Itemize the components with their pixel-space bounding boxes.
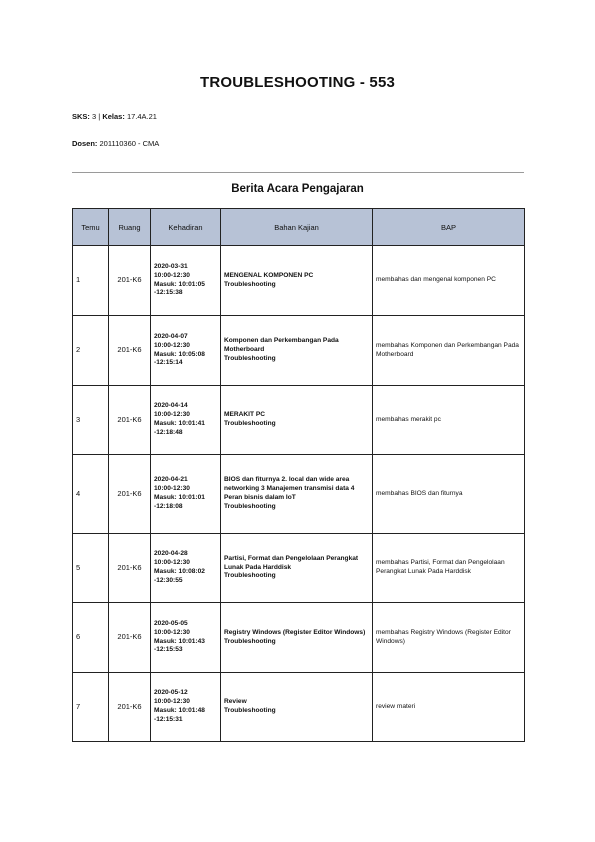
table-row [73,455,525,534]
kehadiran-line: Masuk: 10:01:05 [154,280,205,288]
cell-bap: membahas dan mengenal komponen PC [373,246,525,316]
divider [72,172,524,173]
kehadiran-line: -12:15:38 [154,289,183,297]
cell-ruang: 201-K6 [109,246,151,316]
cell-bap: membahas Registry Windows (Register Editor Windows) [373,603,525,673]
table-body [73,246,525,742]
cell-temu: 1 [73,246,109,316]
cell-temu: 2 [73,316,109,386]
dosen-value: 201110360 - CMA [99,139,160,148]
cell-ruang: 201-K6 [109,386,151,455]
kehadiran-line: Masuk: 10:01:01 [154,494,205,501]
cell-kehadiran [151,603,221,673]
col-header-bahan-kajian: Bahan Kajian [221,209,373,246]
bahan-line: Troubleshooting [224,420,276,427]
cell-kehadiran [151,316,221,386]
table-header-row [73,209,525,246]
cell-bahan-kajian [221,603,373,673]
kehadiran-line: 2020-04-07 [154,332,188,340]
sks-label: SKS: [72,112,90,121]
kehadiran-line: Masuk: 10:08:02 [154,568,205,575]
sks-kelas-line [72,112,157,121]
section-title: Berita Acara Pengajaran [231,183,364,195]
cell-temu: 3 [73,386,109,455]
bahan-line: Troubleshooting [224,502,276,510]
cell-temu: 6 [73,603,109,673]
bahan-line: Komponen dan Perkembangan Pada Motherboard [224,337,339,354]
col-header-kehadiran: Kehadiran [151,209,221,246]
cell-bahan-kajian [221,246,373,316]
cell-bahan-kajian [221,673,373,742]
cell-ruang: 201-K6 [109,673,151,742]
kehadiran-line: 2020-04-28 [154,550,188,558]
kehadiran-line: -12:15:14 [154,359,183,367]
cell-temu: 5 [73,534,109,603]
kehadiran-line: 10:00-12:30 [154,411,190,419]
bahan-line: Troubleshooting [224,354,276,362]
kehadiran-line: -12:18:48 [154,428,183,436]
sks-value: 3 [92,112,97,121]
course-title: TROUBLESHOOTING - 553 [199,74,396,91]
kehadiran-line: Masuk: 10:01:43 [154,637,205,645]
table-row [73,673,525,742]
table-row [73,534,525,603]
col-header-ruang: Ruang [109,209,151,246]
bap-table [72,208,525,742]
cell-ruang: 201-K6 [109,316,151,386]
cell-temu: 4 [73,455,109,534]
bahan-line: MERAKIT PC [224,411,266,419]
cell-bap: membahas Komponen dan Perkembangan Pada Motherboard [373,316,525,386]
cell-bahan-kajian [221,386,373,455]
bahan-line: Troubleshooting [224,637,276,645]
col-header-temu: Temu [73,209,109,246]
dosen-line [72,139,159,148]
cell-bahan-kajian [221,316,373,386]
bahan-line: BIOS dan fiturnya 2. local dan wide area networking 3 Manajemen transmisi data 4 Peran bisnis dalam IoT [224,476,355,501]
kehadiran-line: -12:30:55 [154,576,183,584]
dosen-label: Dosen: [72,139,98,148]
cell-kehadiran [151,386,221,455]
meta-separator: | [98,112,101,121]
cell-kehadiran [151,455,221,534]
bahan-line: Review [224,698,247,706]
cell-kehadiran [151,673,221,742]
cell-ruang: 201-K6 [109,455,151,534]
table-row [73,246,525,316]
bahan-line: Troubleshooting [224,707,276,714]
cell-bap: review materi [373,673,525,742]
bahan-line: Troubleshooting [224,280,276,288]
kehadiran-line: 2020-04-21 [154,476,188,484]
kehadiran-line: -12:15:53 [154,646,183,654]
cell-bahan-kajian [221,455,373,534]
cell-kehadiran [151,534,221,603]
bahan-line: Partisi, Format dan Pengelolaan Perangkat Lunak Pada Harddisk [224,554,359,571]
cell-kehadiran [151,246,221,316]
kehadiran-line: 2020-04-14 [154,402,188,410]
cell-bap: membahas BIOS dan fiturnya [373,455,525,534]
kehadiran-line: -12:15:31 [154,715,183,723]
cell-bahan-kajian [221,534,373,603]
kehadiran-line: 10:00-12:30 [154,628,190,636]
cell-ruang: 201-K6 [109,534,151,603]
kehadiran-line: 2020-05-05 [154,619,188,627]
table-row [73,603,525,673]
kelas-value: 17.4A.21 [126,112,157,121]
kehadiran-line: 10:00-12:30 [154,485,190,493]
cell-bap: membahas Partisi, Format dan Pengelolaan Perangkat Lunak Pada Harddisk [373,534,525,603]
bahan-line: Registry Windows (Register Editor Windows) [224,628,366,636]
cell-bap: membahas merakit pc [373,386,525,455]
bahan-line: Troubleshooting [224,572,276,580]
kehadiran-line: 10:00-12:30 [154,698,190,706]
col-header-bap: BAP [373,209,525,246]
kelas-label: Kelas: [102,112,125,121]
kehadiran-line: 10:00-12:30 [154,341,190,349]
kehadiran-line: Masuk: 10:01:41 [154,420,205,427]
bahan-line: MENGENAL KOMPONEN PC [224,271,314,279]
kehadiran-line: 10:00-12:30 [154,271,190,279]
table-row [73,386,525,455]
kehadiran-line: Masuk: 10:05:08 [154,350,205,358]
table-row [73,316,525,386]
cell-ruang: 201-K6 [109,603,151,673]
kehadiran-line: Masuk: 10:01:48 [154,707,205,714]
kehadiran-line: 2020-05-12 [154,689,188,697]
kehadiran-line: -12:18:08 [154,502,183,510]
kehadiran-line: 10:00-12:30 [154,559,190,567]
cell-temu: 7 [73,673,109,742]
kehadiran-line: 2020-03-31 [154,262,188,270]
